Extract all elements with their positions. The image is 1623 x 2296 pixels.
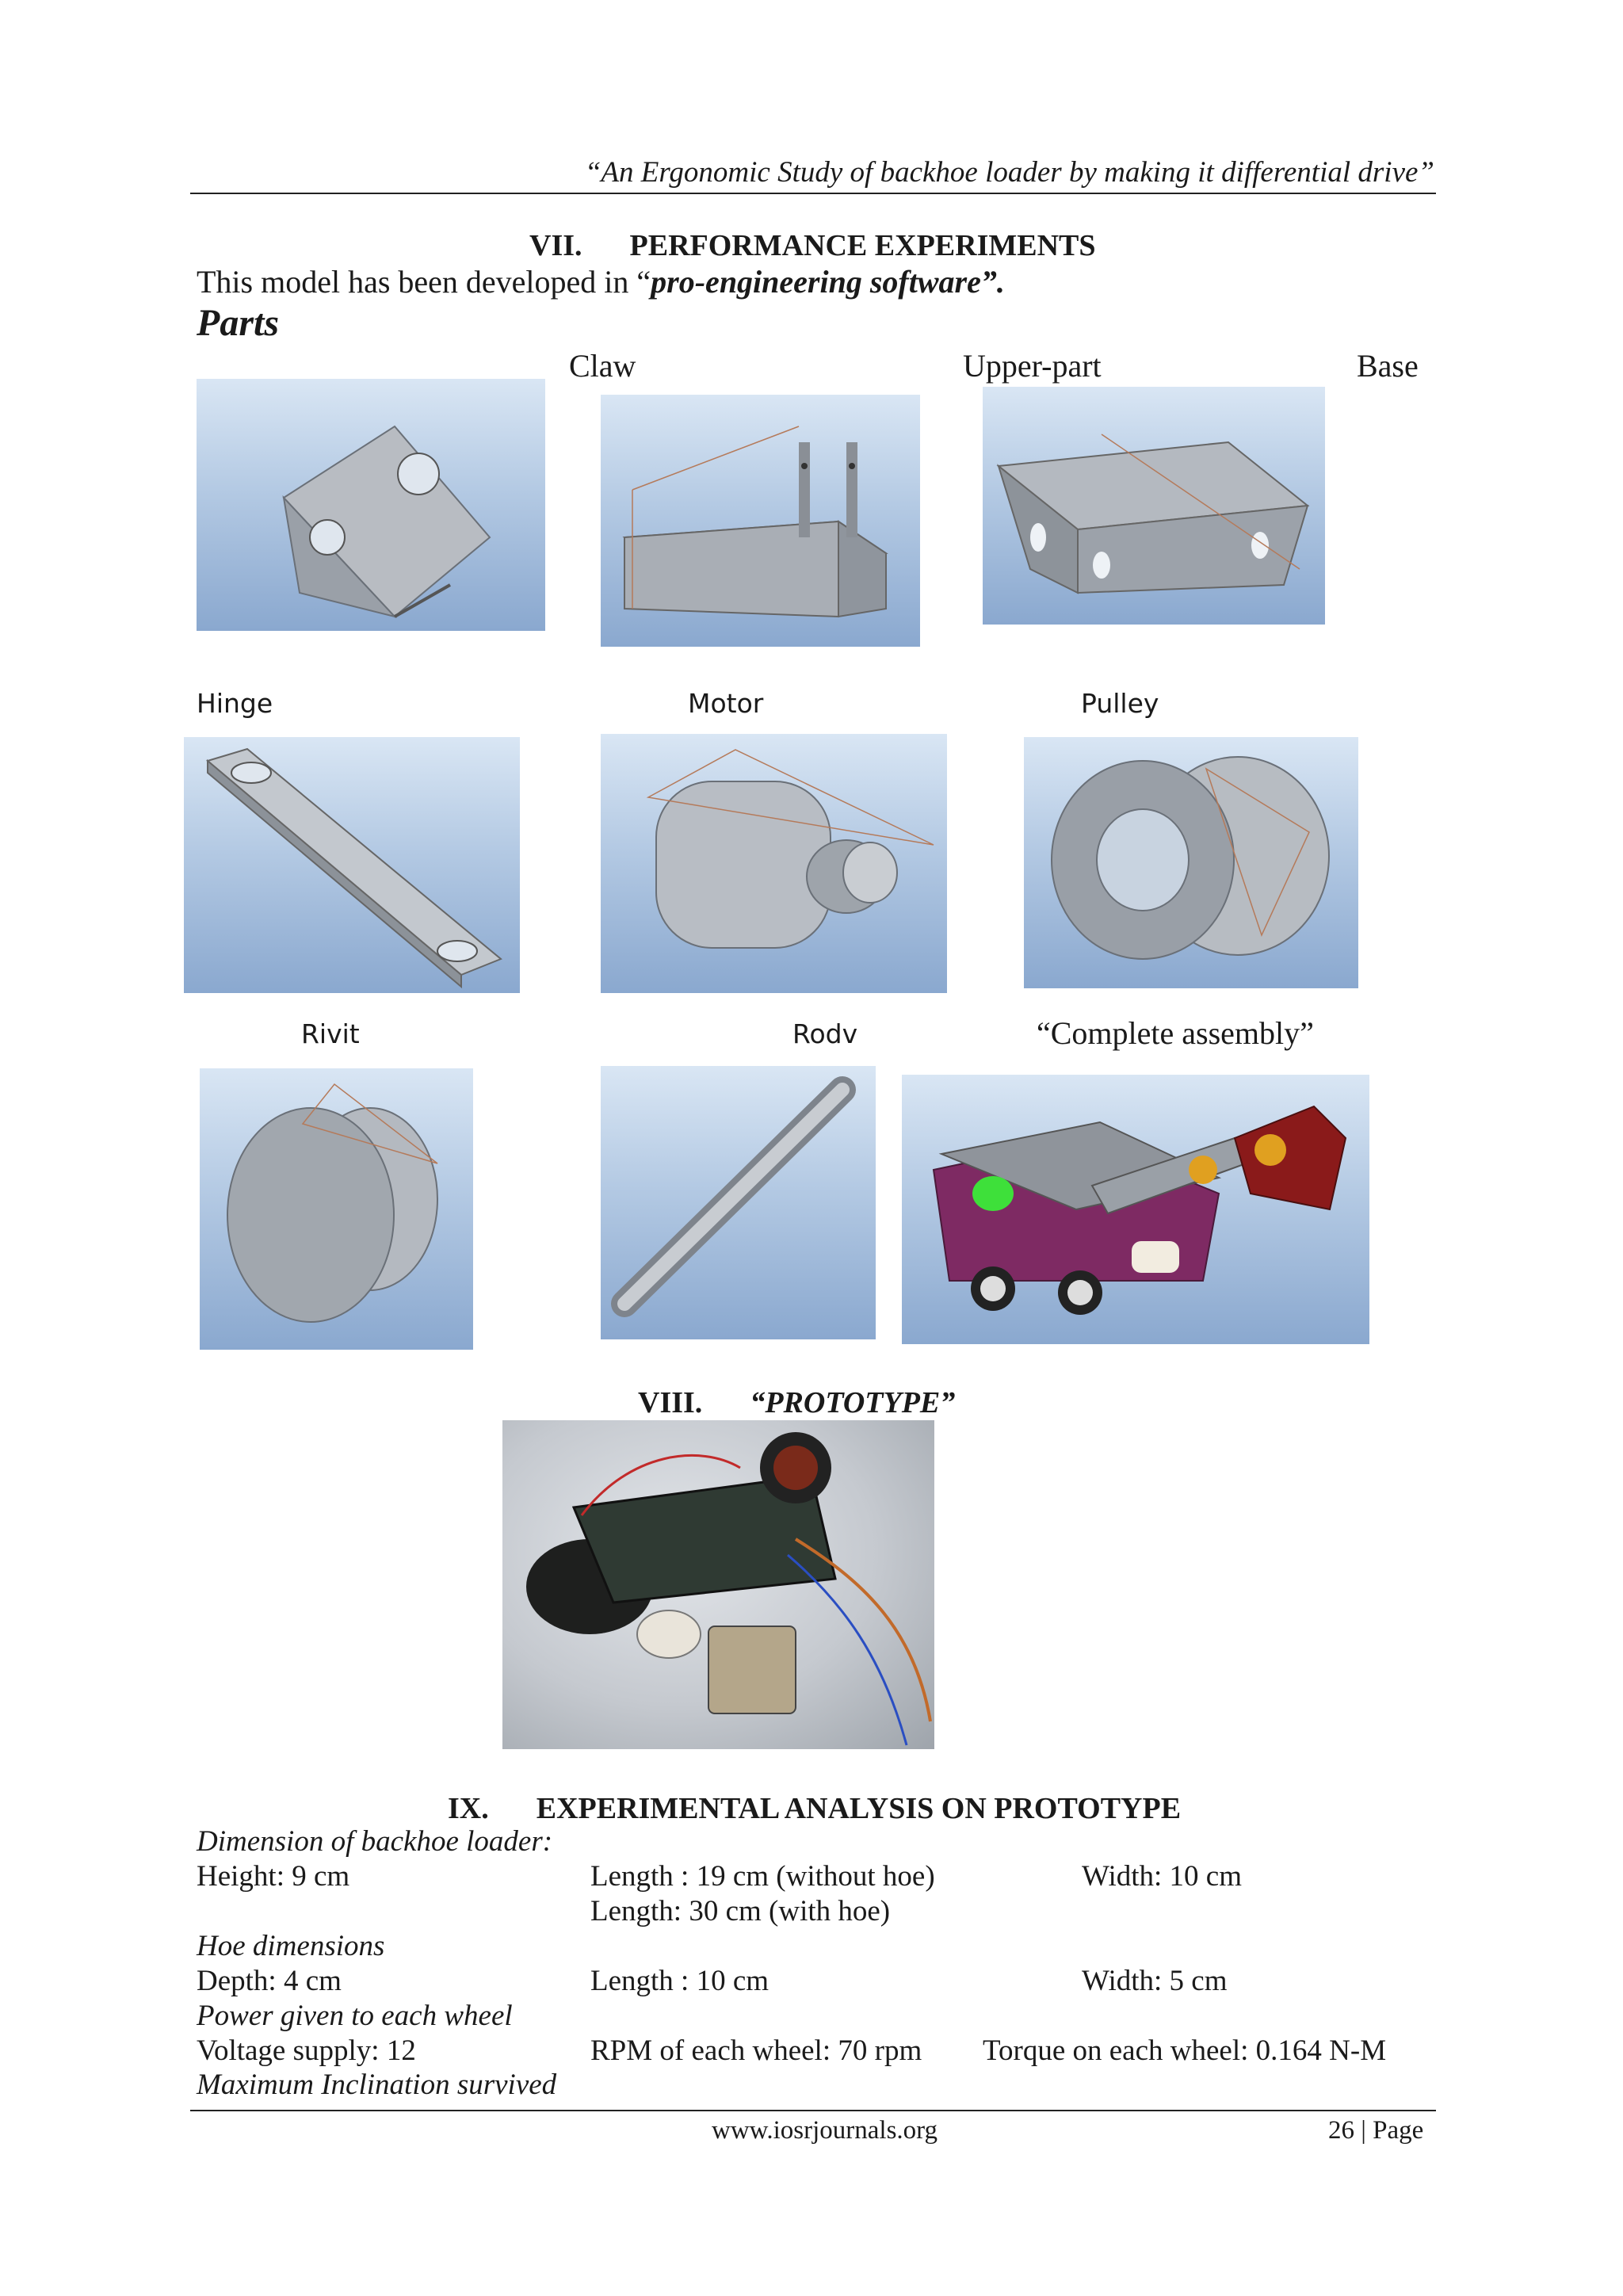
- complete-assembly-drawing: [902, 1075, 1369, 1344]
- intro-emphasis: pro-engineering software”.: [651, 264, 1005, 300]
- label-hinge: Hinge: [197, 688, 273, 719]
- label-claw: Claw: [569, 348, 636, 384]
- label-upper-part: Upper-part: [963, 348, 1102, 384]
- section-9-heading: [448, 1791, 1181, 1826]
- base-render: [983, 387, 1325, 625]
- section-7-number: VII.: [529, 229, 582, 262]
- running-header: “An Ergonomic Study of backhoe loader by making it differential drive”: [584, 156, 1434, 189]
- upper-part-drawing: [601, 395, 920, 647]
- dimension-heading: Dimension of backhoe loader:: [197, 1825, 553, 1858]
- hoe-depth: Depth: 4 cm: [197, 1965, 342, 1997]
- label-rodv: Rodv: [792, 1018, 858, 1049]
- label-base: Base: [1357, 348, 1419, 384]
- hinge-render: [184, 737, 520, 993]
- hoe-width: Width: 5 cm: [1082, 1965, 1228, 1997]
- section-7-heading: [529, 228, 1096, 263]
- rodv-render: [601, 1066, 876, 1339]
- rivit-render: [200, 1068, 473, 1350]
- footer-website[interactable]: www.iosrjournals.org: [712, 2116, 938, 2145]
- label-pulley: Pulley: [1081, 688, 1159, 719]
- header-rule: [190, 193, 1436, 194]
- rivit-drawing: [200, 1068, 473, 1350]
- parts-heading: Parts: [197, 302, 280, 344]
- claw-drawing: [197, 379, 545, 631]
- rodv-drawing: [601, 1066, 876, 1339]
- torque-value: Torque on each wheel: 0.164 N-M: [983, 2034, 1387, 2067]
- section-9-number: IX.: [448, 1792, 489, 1825]
- hoe-heading: Hoe dimensions: [197, 1930, 385, 1962]
- label-rivit: Rivit: [301, 1018, 360, 1049]
- upper-part-render: [601, 395, 920, 647]
- section-8-title: “PROTOTYPE”: [750, 1386, 956, 1419]
- section-7-title: PERFORMANCE EXPERIMENTS: [629, 229, 1096, 262]
- length-without-hoe: Length : 19 cm (without hoe): [590, 1860, 935, 1893]
- label-motor: Motor: [688, 688, 764, 719]
- label-complete-assembly: “Complete assembly”: [1037, 1015, 1314, 1051]
- length-with-hoe: Length: 30 cm (with hoe): [590, 1895, 891, 1927]
- prototype-photo: [502, 1420, 934, 1749]
- prototype-drawing: [502, 1420, 934, 1749]
- motor-drawing: [601, 734, 947, 993]
- section-7-intro: [197, 263, 1005, 300]
- pulley-render: [1024, 737, 1358, 988]
- footer-rule: [190, 2110, 1436, 2111]
- claw-render: [197, 379, 545, 631]
- width-value: Width: 10 cm: [1082, 1860, 1242, 1893]
- hoe-length: Length : 10 cm: [590, 1965, 769, 1997]
- base-drawing: [983, 387, 1325, 625]
- intro-text: This model has been developed in “: [197, 264, 651, 300]
- complete-assembly-render: [902, 1075, 1369, 1344]
- power-heading: Power given to each wheel: [197, 2000, 513, 2032]
- motor-render: [601, 734, 947, 993]
- section-8-heading: [638, 1385, 955, 1420]
- voltage-supply: Voltage supply: 12: [197, 2034, 416, 2067]
- height-value: Height: 9 cm: [197, 1860, 350, 1893]
- rpm-value: RPM of each wheel: 70 rpm: [590, 2034, 922, 2067]
- inclination-heading: Maximum Inclination survived: [197, 2069, 557, 2101]
- footer-page-number: 26 | Page: [1328, 2116, 1424, 2145]
- hinge-drawing: [184, 737, 520, 993]
- pulley-drawing: [1024, 737, 1358, 988]
- section-9-title: EXPERIMENTAL ANALYSIS ON PROTOTYPE: [536, 1792, 1182, 1825]
- section-8-number: VIII.: [638, 1386, 703, 1419]
